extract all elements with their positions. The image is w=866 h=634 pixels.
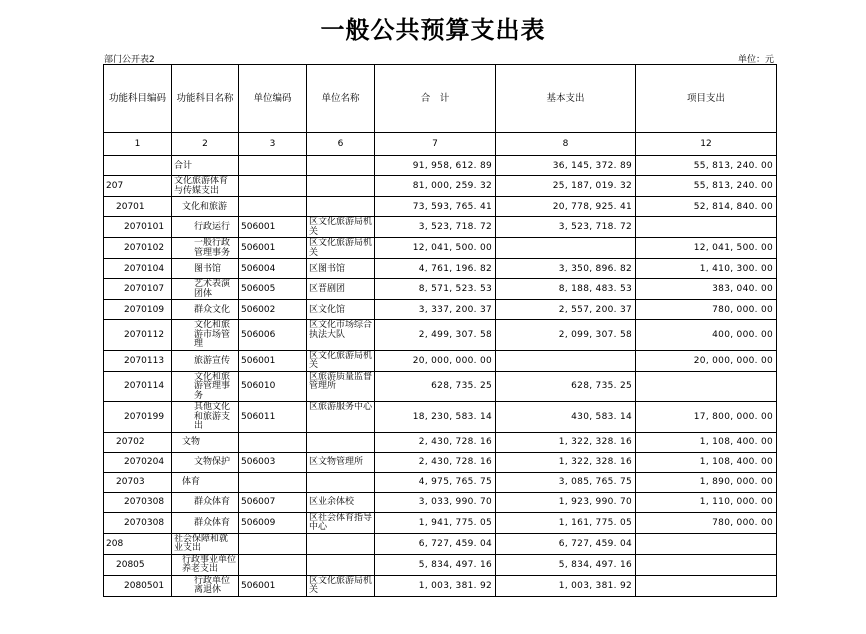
table-row <box>104 492 777 512</box>
name-cell: 文化和旅游 <box>172 197 239 217</box>
form-number: 部门公开表2 <box>104 55 155 65</box>
name-cell: 群众体育 <box>172 492 239 512</box>
table-row <box>104 554 777 575</box>
project-cell: 400, 000. 00 <box>636 320 777 351</box>
basic-cell: 2, 099, 307. 58 <box>496 320 636 351</box>
name-cell: 行政运行 <box>172 217 239 238</box>
project-cell: 17, 800, 000. 00 <box>636 402 777 433</box>
table-row <box>104 533 777 554</box>
project-cell: 1, 108, 400. 00 <box>636 432 777 452</box>
unit-code-cell: 506011 <box>239 402 307 433</box>
project-cell: 1, 410, 300. 00 <box>636 259 777 279</box>
table-row <box>104 279 777 300</box>
basic-cell: 25, 187, 019. 32 <box>496 176 636 197</box>
code-cell: 20701 <box>104 197 172 217</box>
unit-name-cell: 区业余体校 <box>307 492 375 512</box>
page-title: 一般公共预算支出表 <box>320 15 546 44</box>
total-cell: 1, 941, 775. 05 <box>375 512 496 533</box>
expenditure-table <box>103 64 777 597</box>
unit-name-cell <box>307 432 375 452</box>
name-cell: 文物 <box>172 432 239 452</box>
unit-name-cell <box>307 533 375 554</box>
code-cell: 2070199 <box>104 402 172 433</box>
code-cell: 2070308 <box>104 512 172 533</box>
project-cell <box>636 371 777 402</box>
unit-code-cell <box>239 533 307 554</box>
header-cell: 基本支出 <box>496 65 636 133</box>
basic-cell: 1, 161, 775. 05 <box>496 512 636 533</box>
unit-code-cell <box>239 156 307 176</box>
unit-name-cell <box>307 472 375 492</box>
unit-code-cell: 506004 <box>239 259 307 279</box>
project-cell <box>636 575 777 596</box>
unit-name-cell: 区社会体育指导中心 <box>307 512 375 533</box>
basic-cell: 628, 735. 25 <box>496 371 636 402</box>
unit-code-cell: 506001 <box>239 350 307 371</box>
project-cell <box>636 217 777 238</box>
index-cell: 2 <box>172 133 239 156</box>
name-cell: 行政单位离退休 <box>172 575 239 596</box>
name-cell: 社会保障和就业支出 <box>172 533 239 554</box>
unit-name-cell: 区旅游质量监督管理所 <box>307 371 375 402</box>
table-row <box>104 371 777 402</box>
total-cell: 3, 337, 200. 37 <box>375 300 496 320</box>
table-row <box>104 512 777 533</box>
header-cell: 单位编码 <box>239 65 307 133</box>
total-cell: 20, 000, 000. 00 <box>375 350 496 371</box>
header-cell: 项目支出 <box>636 65 777 133</box>
index-cell: 3 <box>239 133 307 156</box>
total-cell: 5, 834, 497. 16 <box>375 554 496 575</box>
table-row <box>104 320 777 351</box>
unit-code-cell: 506005 <box>239 279 307 300</box>
index-cell: 1 <box>104 133 172 156</box>
total-cell: 18, 230, 583. 14 <box>375 402 496 433</box>
unit-code-cell <box>239 197 307 217</box>
name-cell: 群众文化 <box>172 300 239 320</box>
table-row <box>104 432 777 452</box>
project-cell: 780, 000. 00 <box>636 512 777 533</box>
table-row <box>104 197 777 217</box>
project-cell: 383, 040. 00 <box>636 279 777 300</box>
total-cell: 91, 958, 612. 89 <box>375 156 496 176</box>
table-row <box>104 259 777 279</box>
basic-cell <box>496 350 636 371</box>
name-cell: 文化和旅游管理事务 <box>172 371 239 402</box>
unit-code-cell: 506007 <box>239 492 307 512</box>
basic-cell: 1, 923, 990. 70 <box>496 492 636 512</box>
unit-name-cell <box>307 197 375 217</box>
header-row <box>104 65 777 133</box>
basic-cell: 1, 322, 328. 16 <box>496 432 636 452</box>
index-cell: 7 <box>375 133 496 156</box>
header-cell: 功能科目编码 <box>104 65 172 133</box>
code-cell: 207 <box>104 176 172 197</box>
unit-code-cell: 506009 <box>239 512 307 533</box>
code-cell: 2070101 <box>104 217 172 238</box>
unit-name-cell: 区文物管理所 <box>307 452 375 472</box>
basic-cell <box>496 238 636 259</box>
unit-name-cell <box>307 554 375 575</box>
basic-cell: 36, 145, 372. 89 <box>496 156 636 176</box>
unit-code-cell: 506001 <box>239 575 307 596</box>
project-cell <box>636 554 777 575</box>
header-cell: 功能科目名称 <box>172 65 239 133</box>
total-cell: 81, 000, 259. 32 <box>375 176 496 197</box>
unit-code-cell: 506006 <box>239 320 307 351</box>
basic-cell: 3, 523, 718. 72 <box>496 217 636 238</box>
unit-code-cell: 506010 <box>239 371 307 402</box>
index-cell: 12 <box>636 133 777 156</box>
total-cell: 73, 593, 765. 41 <box>375 197 496 217</box>
unit-name-cell: 区图书馆 <box>307 259 375 279</box>
total-cell: 12, 041, 500. 00 <box>375 238 496 259</box>
total-cell: 4, 975, 765. 75 <box>375 472 496 492</box>
index-cell: 6 <box>307 133 375 156</box>
unit-code-cell <box>239 554 307 575</box>
project-cell: 1, 110, 000. 00 <box>636 492 777 512</box>
name-cell: 文化旅游体育与传媒支出 <box>172 176 239 197</box>
code-cell: 2070107 <box>104 279 172 300</box>
code-cell: 2070113 <box>104 350 172 371</box>
project-cell: 780, 000. 00 <box>636 300 777 320</box>
unit-code-cell: 506001 <box>239 217 307 238</box>
table-row <box>104 238 777 259</box>
table-row <box>104 217 777 238</box>
name-cell: 体育 <box>172 472 239 492</box>
project-cell: 55, 813, 240. 00 <box>636 176 777 197</box>
header-cell: 单位名称 <box>307 65 375 133</box>
unit-name-cell: 区文化旅游局机关 <box>307 350 375 371</box>
name-cell: 群众体育 <box>172 512 239 533</box>
code-cell: 20805 <box>104 554 172 575</box>
unit-code-cell <box>239 176 307 197</box>
code-cell: 2070204 <box>104 452 172 472</box>
project-cell: 52, 814, 840. 00 <box>636 197 777 217</box>
total-cell: 628, 735. 25 <box>375 371 496 402</box>
basic-cell: 20, 778, 925. 41 <box>496 197 636 217</box>
code-cell: 20703 <box>104 472 172 492</box>
project-cell: 12, 041, 500. 00 <box>636 238 777 259</box>
name-cell: 行政事业单位养老支出 <box>172 554 239 575</box>
unit-name-cell: 区文化旅游局机关 <box>307 575 375 596</box>
unit-name-cell: 区文化市场综合执法大队 <box>307 320 375 351</box>
name-cell: 图书馆 <box>172 259 239 279</box>
name-cell: 艺术表演团体 <box>172 279 239 300</box>
total-cell: 4, 761, 196. 82 <box>375 259 496 279</box>
basic-cell: 1, 003, 381. 92 <box>496 575 636 596</box>
code-cell: 2070114 <box>104 371 172 402</box>
total-cell: 2, 430, 728. 16 <box>375 432 496 452</box>
basic-cell: 3, 085, 765. 75 <box>496 472 636 492</box>
code-cell: 208 <box>104 533 172 554</box>
table-body <box>104 156 777 597</box>
basic-cell: 6, 727, 459. 04 <box>496 533 636 554</box>
table-row <box>104 176 777 197</box>
index-cell: 8 <box>496 133 636 156</box>
name-cell: 文化和旅游市场管理 <box>172 320 239 351</box>
total-cell: 6, 727, 459. 04 <box>375 533 496 554</box>
column-index-row <box>104 133 777 156</box>
name-cell: 文物保护 <box>172 452 239 472</box>
code-cell: 2080501 <box>104 575 172 596</box>
code-cell: 2070104 <box>104 259 172 279</box>
unit-name-cell: 区旅游服务中心 <box>307 402 375 433</box>
unit-code-cell: 506003 <box>239 452 307 472</box>
table-row <box>104 156 777 176</box>
basic-cell: 2, 557, 200. 37 <box>496 300 636 320</box>
unit-label: 单位：元 <box>737 55 774 65</box>
code-cell: 2070308 <box>104 492 172 512</box>
basic-cell: 3, 350, 896. 82 <box>496 259 636 279</box>
total-cell: 2, 499, 307. 58 <box>375 320 496 351</box>
code-cell: 2070112 <box>104 320 172 351</box>
basic-cell: 8, 188, 483. 53 <box>496 279 636 300</box>
table-row <box>104 472 777 492</box>
unit-name-cell <box>307 176 375 197</box>
unit-name-cell: 区文化馆 <box>307 300 375 320</box>
unit-code-cell <box>239 432 307 452</box>
total-cell: 3, 033, 990. 70 <box>375 492 496 512</box>
basic-cell: 430, 583. 14 <box>496 402 636 433</box>
name-cell: 旅游宣传 <box>172 350 239 371</box>
code-cell <box>104 156 172 176</box>
total-cell: 8, 571, 523. 53 <box>375 279 496 300</box>
name-cell: 合计 <box>172 156 239 176</box>
name-cell: 一般行政管理事务 <box>172 238 239 259</box>
table-row <box>104 300 777 320</box>
table-row <box>104 452 777 472</box>
project-cell: 20, 000, 000. 00 <box>636 350 777 371</box>
basic-cell: 1, 322, 328. 16 <box>496 452 636 472</box>
project-cell <box>636 533 777 554</box>
project-cell: 1, 890, 000. 00 <box>636 472 777 492</box>
project-cell: 1, 108, 400. 00 <box>636 452 777 472</box>
header-cell: 合 计 <box>375 65 496 133</box>
project-cell: 55, 813, 240. 00 <box>636 156 777 176</box>
table-row <box>104 402 777 433</box>
code-cell: 20702 <box>104 432 172 452</box>
basic-cell: 5, 834, 497. 16 <box>496 554 636 575</box>
unit-name-cell: 区文化旅游局机关 <box>307 217 375 238</box>
code-cell: 2070102 <box>104 238 172 259</box>
unit-code-cell: 506002 <box>239 300 307 320</box>
name-cell: 其他文化和旅游支出 <box>172 402 239 433</box>
total-cell: 3, 523, 718. 72 <box>375 217 496 238</box>
unit-code-cell: 506001 <box>239 238 307 259</box>
total-cell: 1, 003, 381. 92 <box>375 575 496 596</box>
unit-code-cell <box>239 472 307 492</box>
table-row <box>104 350 777 371</box>
code-cell: 2070109 <box>104 300 172 320</box>
table-row <box>104 575 777 596</box>
unit-name-cell: 区晋剧团 <box>307 279 375 300</box>
unit-name-cell <box>307 156 375 176</box>
total-cell: 2, 430, 728. 16 <box>375 452 496 472</box>
unit-name-cell: 区文化旅游局机关 <box>307 238 375 259</box>
